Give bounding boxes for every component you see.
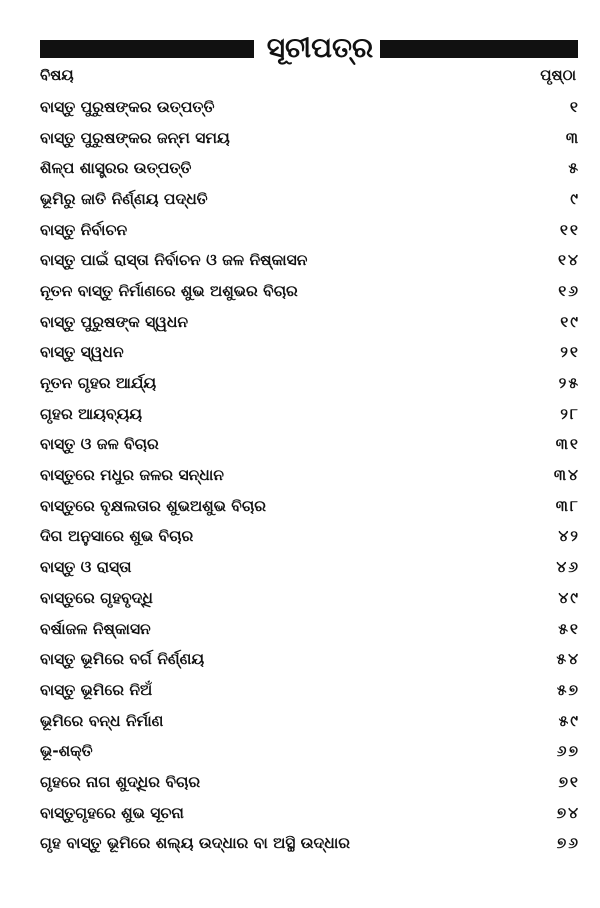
toc-entry bbox=[40, 153, 580, 184]
toc-entry-title: ଶିଳ୍ପ ଶାସ୍ତ୍ରର ଉତ୍ପତ୍ତି bbox=[40, 159, 192, 178]
toc-entry-page: ୩ bbox=[565, 128, 580, 147]
toc-entry bbox=[40, 307, 580, 338]
toc-entry-page: ୪୨ bbox=[558, 527, 580, 546]
toc-entry-title: ଭୂମିରୁ ଜାତି ନିର୍ଣ୍ଣୟ ପଦ୍ଧତି bbox=[40, 189, 208, 208]
toc-entry-title: ନୂତନ ଗୃହର ଆର୍ଯ୍ୟ bbox=[40, 374, 157, 393]
toc-entry bbox=[40, 92, 580, 123]
toc-entry-page: ୩୮ bbox=[555, 496, 580, 515]
toc-entry-page: ୫୯ bbox=[558, 711, 580, 730]
toc-entry-page: ୪୯ bbox=[558, 588, 580, 607]
toc-entry bbox=[40, 522, 580, 553]
title-band bbox=[40, 31, 578, 64]
toc-entry-page: ୫୭ bbox=[556, 680, 580, 699]
toc-entry-page: ୧୯ bbox=[560, 312, 580, 331]
toc-entry-title: ବାସ୍ତୁଗୃହରେ ଶୁଭ ସୂଚନା bbox=[40, 803, 184, 822]
toc-entry bbox=[40, 675, 580, 706]
toc-entry-page: ୭୪ bbox=[556, 803, 580, 822]
toc-entry-page: ୫୧ bbox=[558, 619, 580, 638]
toc-entry bbox=[40, 215, 580, 246]
toc-entry bbox=[40, 276, 580, 307]
toc-entry-page: ୫୪ bbox=[556, 650, 580, 669]
toc-entry-title: ବାସ୍ତୁ ପୁରୁଷଙ୍କର ଜନ୍ମ ସମୟ bbox=[40, 128, 230, 147]
toc-entry-page: ୫ bbox=[568, 159, 580, 178]
toc-entry bbox=[40, 368, 580, 399]
toc-entry bbox=[40, 583, 580, 614]
toc-entry-page: ୧୧ bbox=[559, 220, 580, 239]
toc-entry-title: ବାସ୍ତୁରେ ମଧୁର ଜଳର ସନ୍ଧାନ bbox=[40, 466, 224, 485]
toc-entry-title: ବାସ୍ତୁରେ ଗୃହବୃଦ୍ଧି bbox=[40, 588, 153, 607]
table-of-contents bbox=[40, 92, 580, 859]
toc-entry-page: ୧୪ bbox=[557, 251, 580, 270]
toc-entry-page: ୬୭ bbox=[556, 742, 580, 761]
toc-entry-title: ବାସ୍ତୁ ଓ ରାସ୍ତା bbox=[40, 558, 132, 577]
toc-entry bbox=[40, 552, 580, 583]
title-rule-right bbox=[380, 40, 578, 58]
toc-entry-title: ବାସ୍ତୁ ସ୍ୱଧନ bbox=[40, 343, 124, 362]
toc-entry-title: ବାସ୍ତୁ ପାଇଁ ରାସ୍ତା ନିର୍ବାଚନ ଓ ଜଳ ନିଷ୍କାସନ bbox=[40, 251, 308, 270]
toc-entry bbox=[40, 123, 580, 154]
toc-entry bbox=[40, 245, 580, 276]
toc-entry-title: ବାସ୍ତୁ ନିର୍ବାଚନ bbox=[40, 220, 128, 239]
toc-entry bbox=[40, 460, 580, 491]
toc-entry-title: ବାସ୍ତୁ ପୁରୁଷଙ୍କର ଉତ୍ପତ୍ତି bbox=[40, 97, 215, 116]
toc-entry-title: ଭୂ-ଶକ୍ତି bbox=[40, 742, 93, 761]
toc-entry-title: ନୂତନ ବାସ୍ତୁ ନିର୍ମାଣରେ ଶୁଭ ଅଶୁଭର ବିଚାର bbox=[40, 281, 298, 300]
toc-entry-page: ୩୪ bbox=[553, 466, 580, 485]
toc-entry-title: ଗୃହର ଆୟବ୍ୟୟ bbox=[40, 404, 143, 423]
toc-entry-page: ୭୧ bbox=[558, 772, 580, 791]
toc-entry bbox=[40, 338, 580, 369]
toc-entry bbox=[40, 399, 580, 430]
toc-entry-page: ୩୧ bbox=[555, 435, 580, 454]
toc-entry bbox=[40, 767, 580, 798]
toc-entry-page: ୨୫ bbox=[558, 374, 580, 393]
toc-entry bbox=[40, 614, 580, 645]
toc-entry-page: ୧୬ bbox=[558, 281, 580, 300]
toc-entry-title: ବାସ୍ତୁ ଓ ଜଳ ବିଚାର bbox=[40, 435, 159, 454]
subject-column-header: ବିଷୟ bbox=[40, 66, 74, 84]
toc-entry bbox=[40, 491, 580, 522]
toc-entry bbox=[40, 829, 580, 860]
toc-entry-page: ୭୬ bbox=[556, 834, 580, 853]
toc-entry bbox=[40, 798, 580, 829]
toc-entry-page: ୧ bbox=[569, 97, 580, 116]
page-column-header: ପୃଷ୍ଠା bbox=[540, 66, 576, 84]
toc-entry bbox=[40, 430, 580, 461]
toc-entry bbox=[40, 184, 580, 215]
toc-entry-title: ବାସ୍ତୁ ଭୂମିରେ ନିଅଁ bbox=[40, 680, 153, 699]
toc-entry-page: ୨୧ bbox=[560, 343, 580, 362]
toc-entry-page: ୨୮ bbox=[560, 404, 580, 423]
toc-entry-title: ବାସ୍ତୁ ପୁରୁଷଙ୍କ ସ୍ୱଧନ bbox=[40, 312, 189, 331]
toc-entry-title: ଦିଗ ଅନୁସାରେ ଶୁଭ ବିଚାର bbox=[40, 527, 194, 546]
toc-entry-title: ବାସ୍ତୁରେ ବୃକ୍ଷଲତାର ଶୁଭଅଶୁଭ ବିଚାର bbox=[40, 496, 266, 515]
toc-entry bbox=[40, 736, 580, 767]
toc-entry-title: ବର୍ଷାଜଳ ନିଷ୍କାସନ bbox=[40, 619, 151, 638]
toc-entry-title: ଭୂମିରେ ବନ୍ଧ ନିର୍ମାଣ bbox=[40, 711, 164, 730]
toc-entry-title: ଗୃହ ବାସ୍ତୁ ଭୂମିରେ ଶଲ୍ୟ ଉଦ୍ଧାର ବା ଅସ୍ଥି ଉଦ୍ଧାର bbox=[40, 834, 351, 853]
toc-entry-title: ବାସ୍ତୁ ଭୂମିରେ ବର୍ଗ ନିର୍ଣ୍ଣୟ bbox=[40, 650, 205, 669]
toc-entry-title: ଗୃହରେ ନାଗ ଶୁଦ୍ଧିର ବିଚାର bbox=[40, 772, 201, 791]
toc-entry-page: ୪୬ bbox=[556, 558, 580, 577]
toc-entry bbox=[40, 706, 580, 737]
page-title: ସୂଚୀପତ୍ର bbox=[266, 31, 374, 64]
toc-entry bbox=[40, 644, 580, 675]
title-rule-left bbox=[40, 40, 254, 58]
toc-entry-page: ୯ bbox=[570, 189, 580, 208]
